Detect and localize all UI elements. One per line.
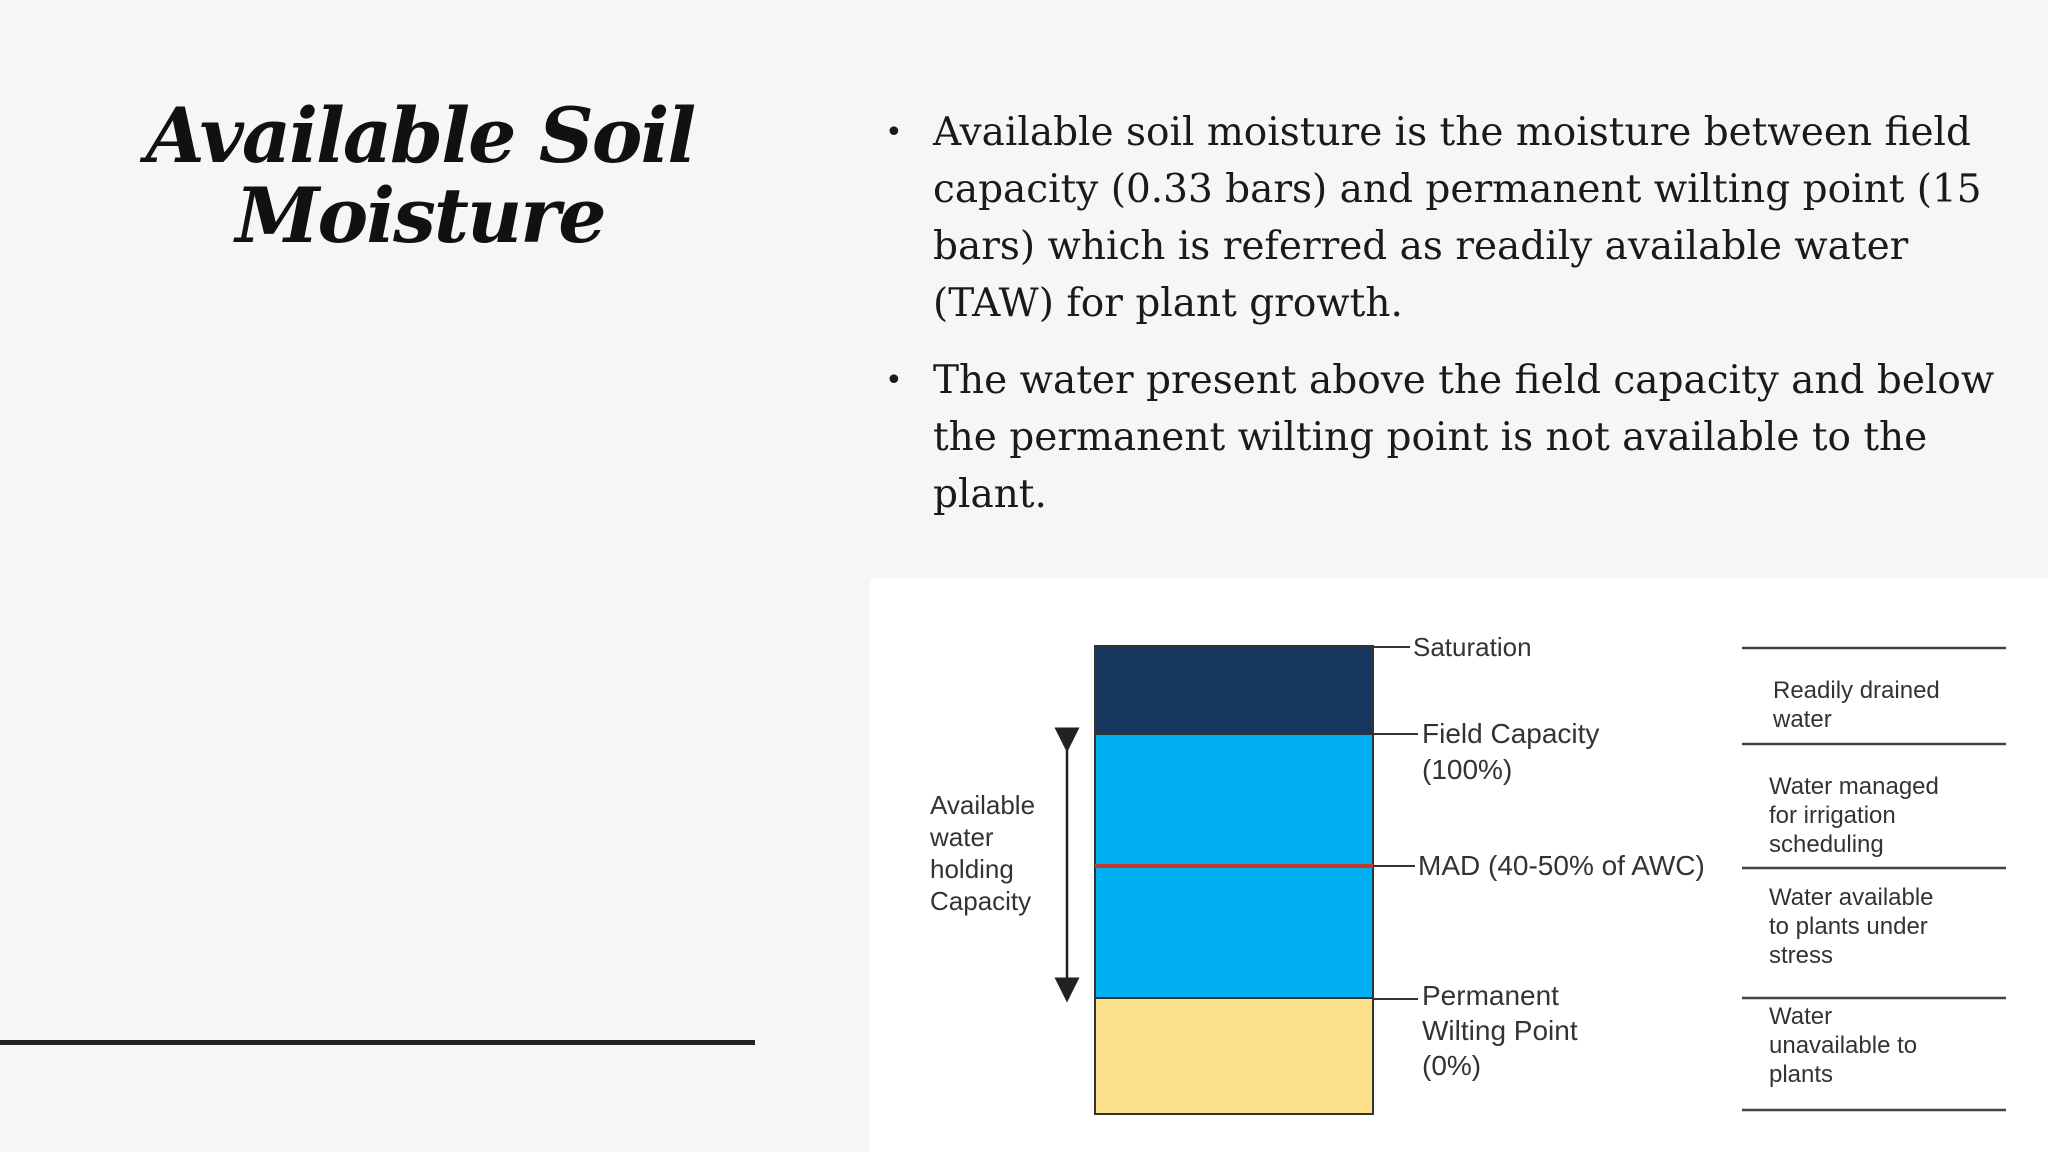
field-capacity-label: Field Capacity (100%) [1422,718,1600,785]
bullet-text: The water present above the field capacity and below the permanent wilting point is not available to the plant. [933,358,1995,517]
zone-readily-drained-label: Readily drained water [1773,677,1940,733]
bullet-icon: • [885,115,903,150]
saturation-block [1095,646,1373,734]
bullet-item [885,104,2015,332]
mad-label: MAD (40-50% of AWC) [1418,850,1705,881]
wilting-point-label: Permanent Wilting Point (0%) [1422,980,1578,1081]
bullet-list [885,104,2015,543]
zone-irrigation-label: Water managed for irrigation scheduling [1769,773,1939,858]
zone-unavailable-label: Water unavailable to plants [1769,1003,1918,1088]
available-water-label: Available water holding Capacity [930,790,1036,916]
bullet-icon: • [885,363,903,398]
zone-stress-label: Water available to plants under stress [1769,884,1934,969]
saturation-label: Saturation [1413,632,1532,662]
soil-moisture-diagram [870,578,2048,1152]
title-divider [0,1040,755,1045]
bullet-item [885,352,2015,523]
bullet-text: Available soil moisture is the moisture between field capacity (0.33 bars) and permanent wilting point (15 bars) which is referred as readily available water (TAW) for plant growth. [933,110,1982,326]
slide-title: Available Soil Moisture [145,91,695,260]
unavailable-water-block [1095,998,1373,1114]
